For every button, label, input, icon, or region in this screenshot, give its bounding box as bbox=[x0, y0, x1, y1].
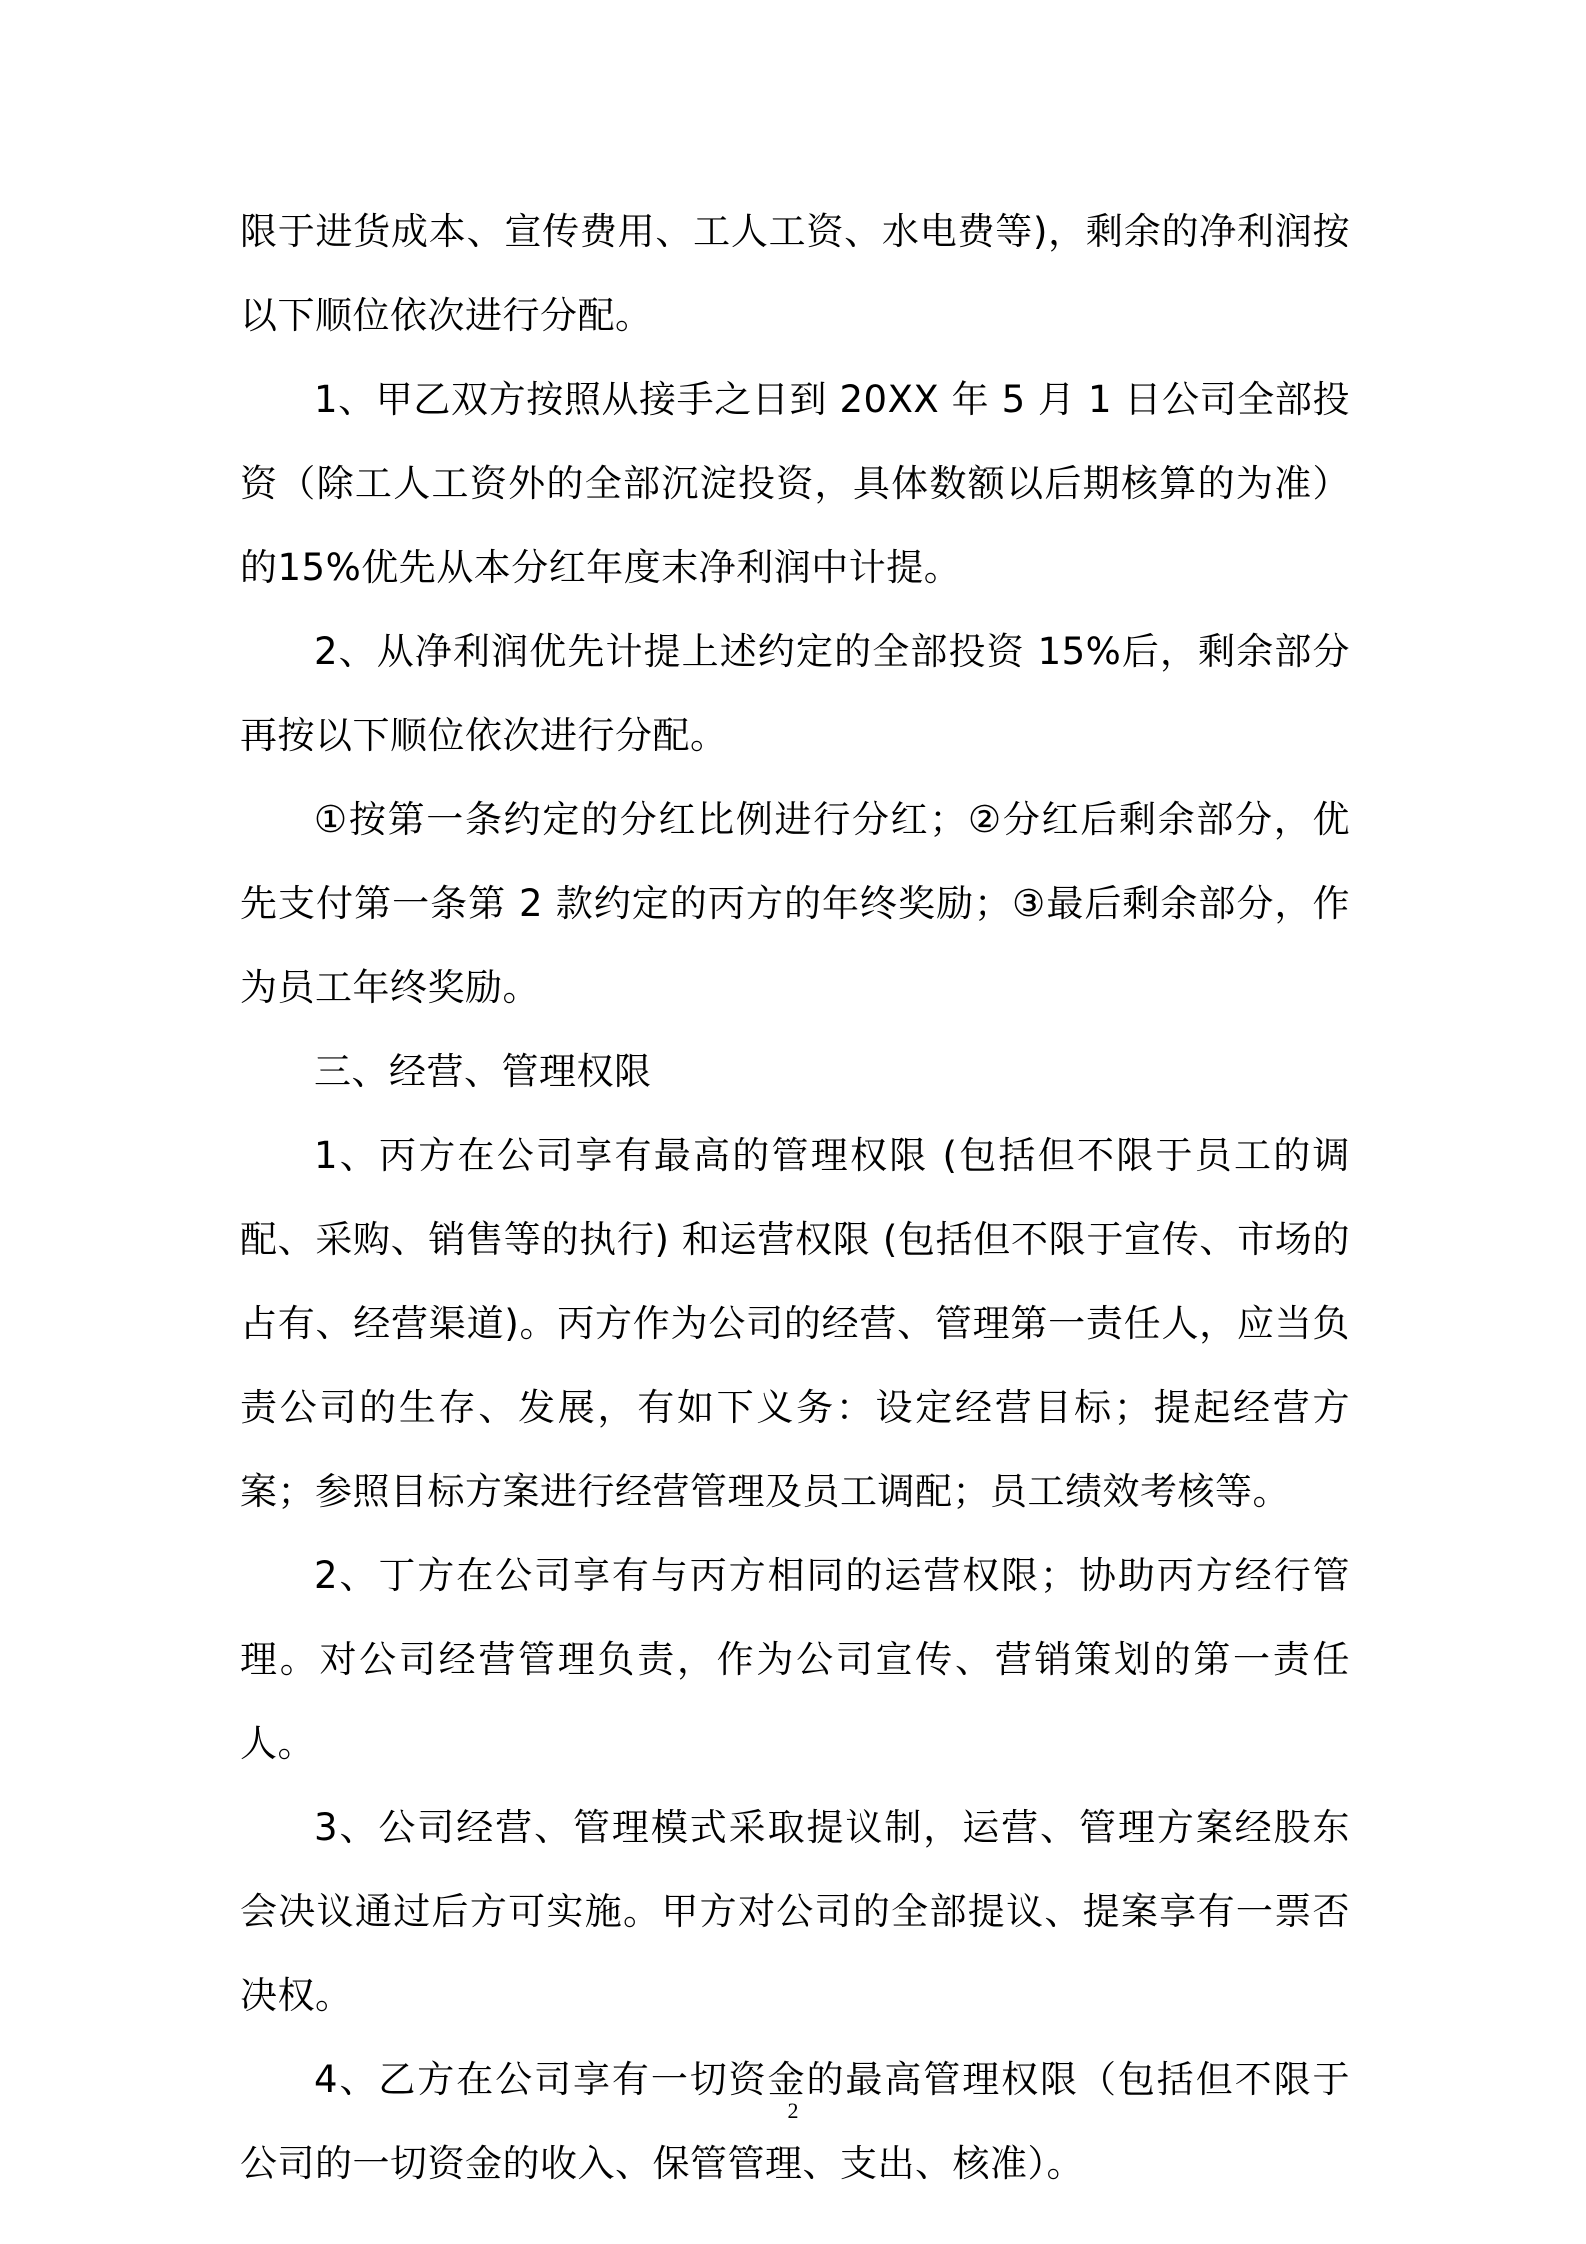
paragraph-management-3: 3、公司经营、管理模式采取提议制，运营、管理方案经股东会决议通过后方可实施。甲方对公司的全部提议、提案享有一票否决权。 bbox=[240, 1806, 1350, 2017]
paragraph-item-1-investment: 1、甲乙双方按照从接手之日到 20XX 年 5 月 1 日公司全部投资（除工人工资外的全部沉淀投资，具体数额以后期核算的为准）的15%优先从本分红年度末净利润中计提。 bbox=[240, 378, 1350, 589]
paragraph-continuation: 限于进货成本、宣传费用、工人工资、水电费等)，剩余的净利润按以下顺位依次进行分配。 bbox=[240, 210, 1350, 337]
paragraph-management-4: 4、乙方在公司享有一切资金的最高管理权限（包括但不限于公司的一切资金的收入、保管管理、支出、核准）。 bbox=[240, 2058, 1350, 2185]
paragraph-management-2: 2、丁方在公司享有与丙方相同的运营权限；协助丙方经行管理。对公司经营管理负责，作为公司宣传、营销策划的第一责任人。 bbox=[240, 1554, 1350, 1765]
paragraph-item-2-distribution: 2、从净利润优先计提上述约定的全部投资 15%后，剩余部分再按以下顺位依次进行分配。 bbox=[240, 630, 1350, 757]
page-number: 2 bbox=[787, 2098, 799, 2123]
document-body bbox=[240, 190, 1350, 2206]
paragraph-management-1: 1、丙方在公司享有最高的管理权限 (包括但不限于员工的调配、采购、销售等的执行) 和运营权限 (包括但不限于宣传、市场的占有、经营渠道)。丙方作为公司的经营、管理第一责任人，应当负责公司的生存、发展，有如下义务：设定经营目标；提起经营方案；参照目标方案进行经营管理及员工调配；员工绩效考核等。 bbox=[240, 1134, 1350, 1513]
section-heading-management: 三、经营、管理权限 bbox=[314, 1050, 652, 1093]
paragraph-distribution-order: ①按第一条约定的分红比例进行分红；②分红后剩余部分，优先支付第一条第 2 款约定的丙方的年终奖励；③最后剩余部分，作为员工年终奖励。 bbox=[240, 798, 1350, 1009]
